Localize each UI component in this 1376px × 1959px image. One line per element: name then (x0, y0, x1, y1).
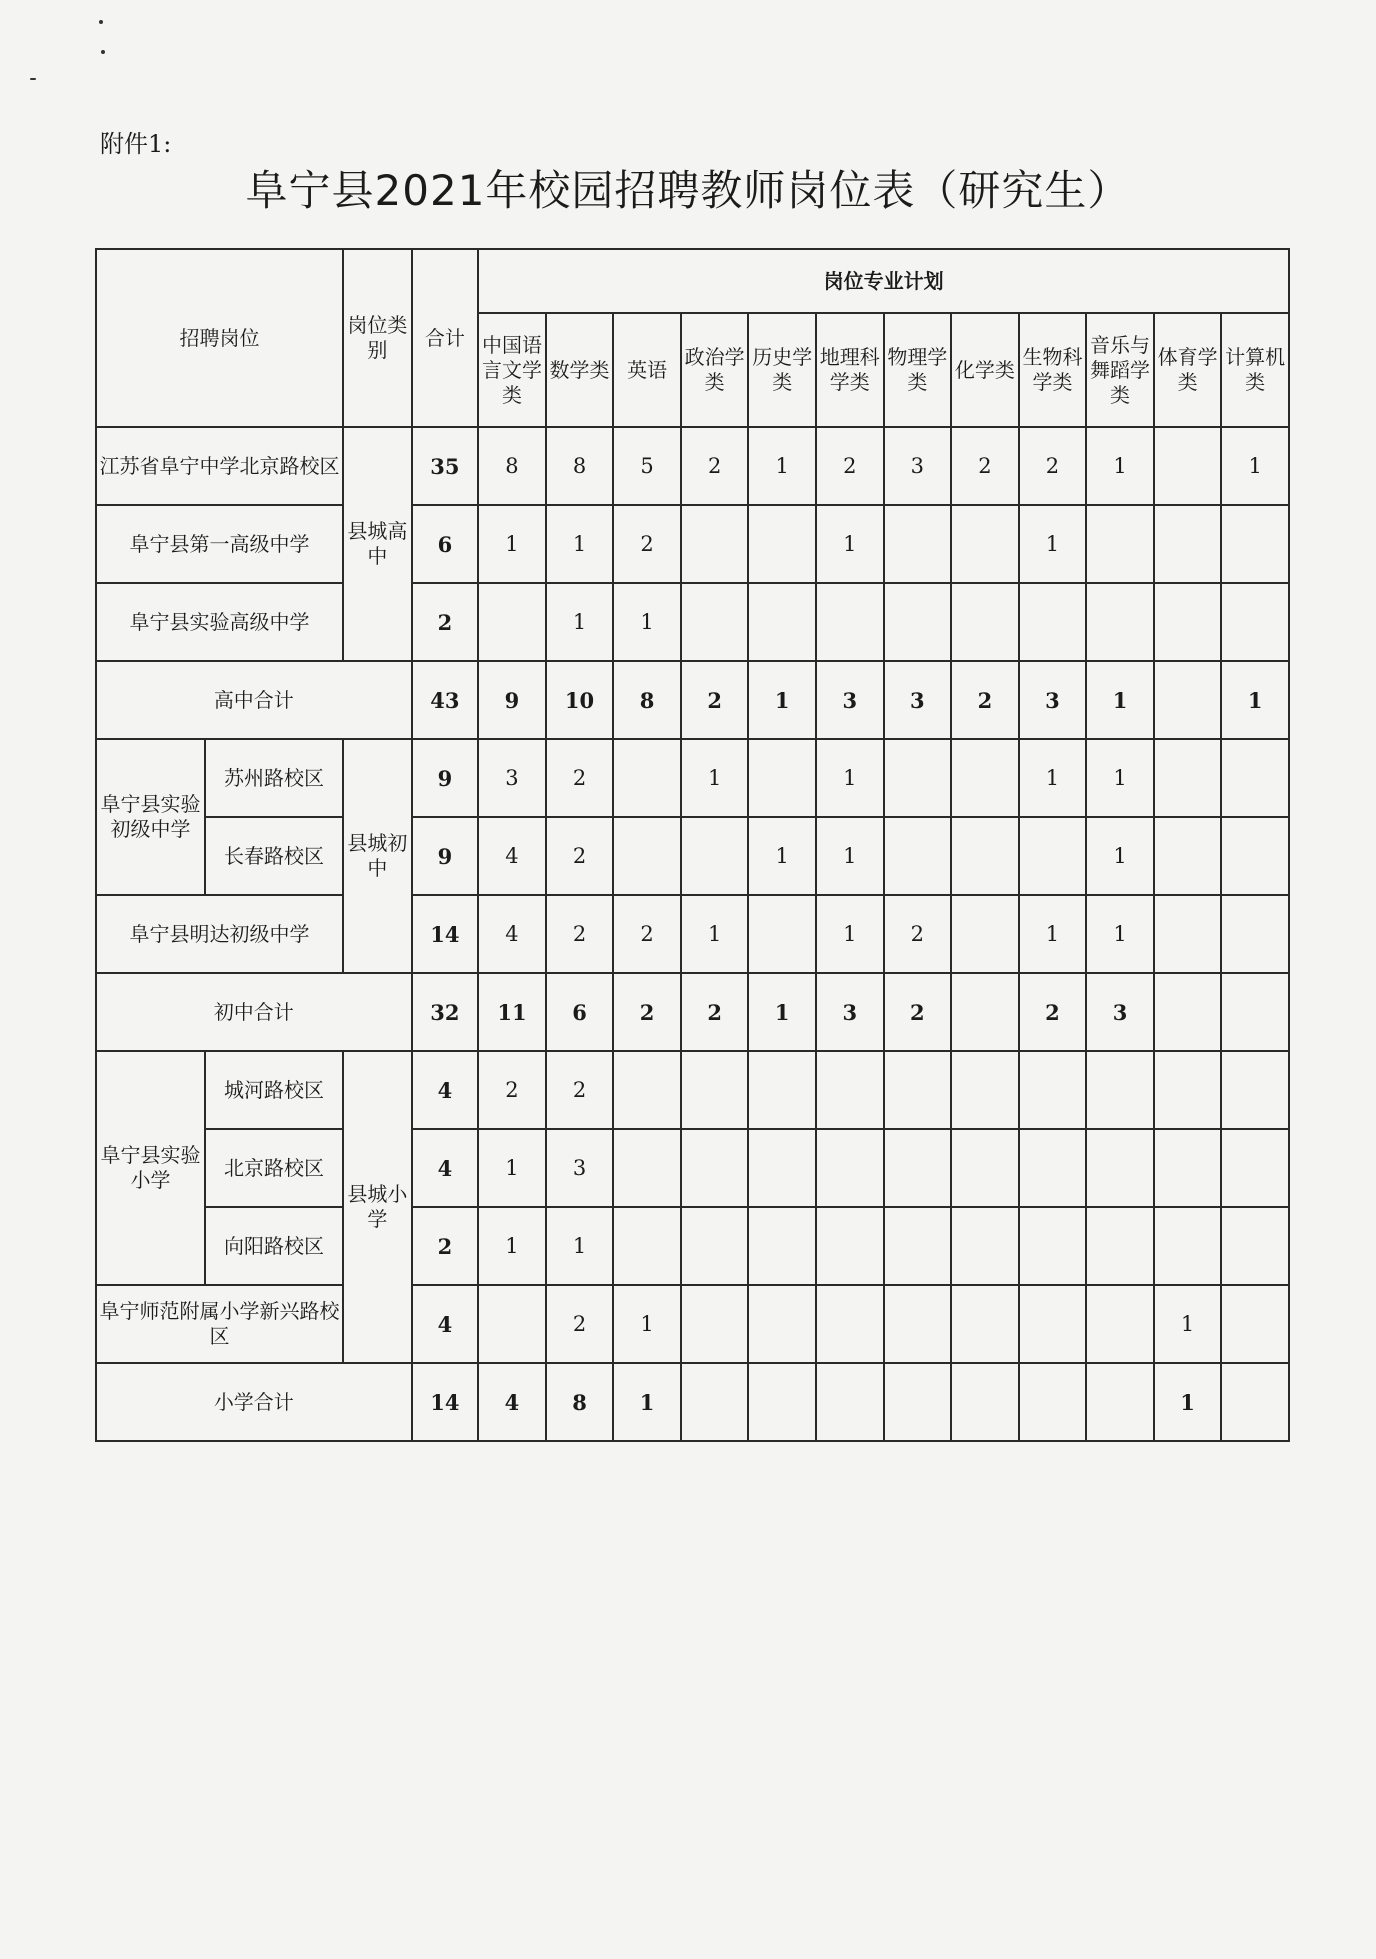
cell-value: 3 (816, 661, 884, 739)
cell-value: 2 (884, 895, 952, 973)
table-row (96, 583, 1289, 661)
table-row (96, 1363, 1289, 1441)
cell-value: 8 (546, 1363, 614, 1441)
category-high: 县城高中 (343, 427, 412, 661)
cell-value (681, 817, 749, 895)
cell-value (884, 1363, 952, 1441)
cell-value (1019, 1207, 1087, 1285)
cell-value: 1 (816, 817, 884, 895)
cell-value: 2 (884, 973, 952, 1051)
cell-value (748, 1285, 816, 1363)
cell-value (1019, 1129, 1087, 1207)
cell-value (681, 1129, 749, 1207)
cell-value: 1 (546, 583, 614, 661)
subject-header-8: 生物科学类 (1019, 313, 1087, 427)
table-row (96, 1129, 1289, 1207)
cell-value: 2 (681, 973, 749, 1051)
cell-value (478, 583, 546, 661)
cell-value (1086, 1363, 1154, 1441)
cell-value: 1 (613, 1285, 681, 1363)
cell-value (884, 739, 952, 817)
cell-value (1154, 1129, 1222, 1207)
subject-header-5: 地理科学类 (816, 313, 884, 427)
cell-value (1221, 973, 1289, 1051)
cell-value (1154, 817, 1222, 895)
cell-value (816, 1207, 884, 1285)
cell-value: 1 (1154, 1363, 1222, 1441)
cell-value: 1 (1221, 661, 1289, 739)
cell-value (951, 973, 1019, 1051)
cell-value: 2 (546, 1285, 614, 1363)
group-middle-school: 阜宁县实验初级中学 (96, 739, 205, 895)
cell-value (748, 1363, 816, 1441)
row-total: 6 (412, 505, 479, 583)
cell-value (951, 1051, 1019, 1129)
cell-value: 8 (478, 427, 546, 505)
cell-value: 4 (478, 1363, 546, 1441)
cell-value (951, 739, 1019, 817)
cell-value (1154, 505, 1222, 583)
cell-value (1154, 583, 1222, 661)
cell-value: 1 (748, 817, 816, 895)
cell-value: 4 (478, 895, 546, 973)
post-name: 城河路校区 (205, 1051, 343, 1129)
cell-value (816, 583, 884, 661)
cell-value (951, 583, 1019, 661)
cell-value: 2 (546, 895, 614, 973)
subject-header-0: 中国语言文学类 (478, 313, 546, 427)
cell-value (748, 1051, 816, 1129)
cell-value (884, 1285, 952, 1363)
table-row (96, 1285, 1289, 1363)
cell-value (816, 1129, 884, 1207)
cell-value (884, 817, 952, 895)
cell-value (1221, 895, 1289, 973)
cell-value: 1 (1086, 739, 1154, 817)
header-plan: 岗位专业计划 (478, 249, 1289, 313)
header-total: 合计 (412, 249, 479, 427)
cell-value: 2 (613, 973, 681, 1051)
cell-value: 1 (1019, 505, 1087, 583)
table-row (96, 427, 1289, 505)
table-row (96, 505, 1289, 583)
cell-value (1086, 1051, 1154, 1129)
cell-value (1086, 1285, 1154, 1363)
post-name: 苏州路校区 (205, 739, 343, 817)
cell-value (748, 895, 816, 973)
cell-value (1221, 1285, 1289, 1363)
subject-header-9: 音乐与舞蹈学类 (1086, 313, 1154, 427)
row-total: 32 (412, 973, 479, 1051)
cell-value (1154, 973, 1222, 1051)
recruitment-table (95, 248, 1290, 1442)
subject-header-4: 历史学类 (748, 313, 816, 427)
header-post: 招聘岗位 (96, 249, 343, 427)
cell-value (951, 505, 1019, 583)
cell-value: 2 (546, 739, 614, 817)
cell-value (1086, 1207, 1154, 1285)
cell-value (681, 583, 749, 661)
cell-value (613, 1051, 681, 1129)
subject-header-11: 计算机类 (1221, 313, 1289, 427)
post-name: 阜宁县实验高级中学 (96, 583, 343, 661)
cell-value: 1 (1086, 427, 1154, 505)
page-title: 阜宁县2021年校园招聘教师岗位表（研究生） (245, 166, 1131, 215)
cell-value: 8 (613, 661, 681, 739)
cell-value (884, 1207, 952, 1285)
cell-value: 11 (478, 973, 546, 1051)
cell-value: 5 (613, 427, 681, 505)
cell-value: 1 (1086, 817, 1154, 895)
cell-value: 1 (1019, 739, 1087, 817)
subject-header-2: 英语 (613, 313, 681, 427)
cell-value: 1 (478, 1129, 546, 1207)
cell-value (748, 1207, 816, 1285)
cell-value: 1 (1154, 1285, 1222, 1363)
attachment-label: 附件1: (100, 130, 172, 158)
cell-value (681, 1051, 749, 1129)
table-row (96, 817, 1289, 895)
cell-value (681, 1363, 749, 1441)
cell-value (884, 505, 952, 583)
cell-value (1221, 1363, 1289, 1441)
cell-value: 1 (1019, 895, 1087, 973)
cell-value (681, 1285, 749, 1363)
header-category: 岗位类别 (343, 249, 412, 427)
cell-value: 2 (816, 427, 884, 505)
cell-value (1154, 427, 1222, 505)
cell-value (1086, 1129, 1154, 1207)
cell-value (1086, 505, 1154, 583)
cell-value (1019, 583, 1087, 661)
cell-value (748, 505, 816, 583)
subject-header-3: 政治学类 (681, 313, 749, 427)
cell-value (951, 817, 1019, 895)
cell-value (1221, 1051, 1289, 1129)
cell-value (1221, 1129, 1289, 1207)
cell-value: 3 (816, 973, 884, 1051)
post-name: 阜宁师范附属小学新兴路校区 (96, 1285, 343, 1363)
row-total: 2 (412, 1207, 479, 1285)
cell-value (884, 583, 952, 661)
cell-value: 2 (681, 427, 749, 505)
subject-header-7: 化学类 (951, 313, 1019, 427)
cell-value: 1 (613, 583, 681, 661)
post-name: 北京路校区 (205, 1129, 343, 1207)
cell-value (681, 505, 749, 583)
cell-value (748, 1129, 816, 1207)
subtotal-label: 高中合计 (96, 661, 412, 739)
cell-value: 1 (816, 895, 884, 973)
cell-value (951, 1363, 1019, 1441)
row-total: 4 (412, 1051, 479, 1129)
cell-value: 1 (613, 1363, 681, 1441)
cell-value (613, 817, 681, 895)
cell-value (1154, 1207, 1222, 1285)
cell-value (1221, 817, 1289, 895)
cell-value: 2 (613, 895, 681, 973)
cell-value: 1 (1086, 895, 1154, 973)
cell-value: 3 (884, 427, 952, 505)
cell-value: 8 (546, 427, 614, 505)
cell-value: 1 (478, 1207, 546, 1285)
table-row (96, 661, 1289, 739)
cell-value (884, 1051, 952, 1129)
cell-value (816, 1051, 884, 1129)
post-name: 阜宁县明达初级中学 (96, 895, 343, 973)
cell-value (951, 1129, 1019, 1207)
cell-value: 1 (816, 739, 884, 817)
cell-value: 2 (478, 1051, 546, 1129)
table-row (96, 1207, 1289, 1285)
group-primary-school: 阜宁县实验小学 (96, 1051, 205, 1285)
subtotal-label: 初中合计 (96, 973, 412, 1051)
row-total: 14 (412, 1363, 479, 1441)
cell-value: 2 (1019, 427, 1087, 505)
cell-value (1221, 583, 1289, 661)
cell-value (613, 1207, 681, 1285)
cell-value: 2 (681, 661, 749, 739)
cell-value (748, 583, 816, 661)
cell-value: 1 (546, 505, 614, 583)
cell-value (816, 1285, 884, 1363)
cell-value (681, 1207, 749, 1285)
cell-value (613, 1129, 681, 1207)
cell-value (748, 739, 816, 817)
cell-value (613, 739, 681, 817)
cell-value: 2 (951, 661, 1019, 739)
cell-value (1154, 1051, 1222, 1129)
cell-value: 3 (546, 1129, 614, 1207)
row-total: 14 (412, 895, 479, 973)
cell-value: 4 (478, 817, 546, 895)
cell-value (951, 1285, 1019, 1363)
cell-value (1154, 895, 1222, 973)
cell-value (1221, 739, 1289, 817)
cell-value: 3 (1086, 973, 1154, 1051)
cell-value: 1 (748, 973, 816, 1051)
row-total: 2 (412, 583, 479, 661)
cell-value: 2 (613, 505, 681, 583)
cell-value (951, 1207, 1019, 1285)
row-total: 9 (412, 739, 479, 817)
cell-value (1154, 661, 1222, 739)
cell-value (816, 1363, 884, 1441)
cell-value (1154, 739, 1222, 817)
cell-value: 10 (546, 661, 614, 739)
cell-value (884, 1129, 952, 1207)
cell-value: 2 (546, 1051, 614, 1129)
row-total: 9 (412, 817, 479, 895)
category-middle: 县城初中 (343, 739, 412, 973)
cell-value: 9 (478, 661, 546, 739)
subject-header-6: 物理学类 (884, 313, 952, 427)
cell-value (1019, 1051, 1087, 1129)
cell-value: 1 (1221, 427, 1289, 505)
post-name: 阜宁县第一高级中学 (96, 505, 343, 583)
subtotal-label: 小学合计 (96, 1363, 412, 1441)
post-name: 长春路校区 (205, 817, 343, 895)
cell-value (951, 895, 1019, 973)
post-name: 向阳路校区 (205, 1207, 343, 1285)
row-total: 43 (412, 661, 479, 739)
cell-value: 2 (951, 427, 1019, 505)
subject-header-10: 体育学类 (1154, 313, 1222, 427)
cell-value (1019, 1363, 1087, 1441)
cell-value (1019, 1285, 1087, 1363)
table-row (96, 739, 1289, 817)
cell-value (478, 1285, 546, 1363)
table-row (96, 973, 1289, 1051)
category-primary: 县城小学 (343, 1051, 412, 1363)
cell-value: 1 (1086, 661, 1154, 739)
table-row (96, 895, 1289, 973)
cell-value: 1 (748, 661, 816, 739)
subject-header-1: 数学类 (546, 313, 614, 427)
cell-value (1221, 1207, 1289, 1285)
cell-value: 1 (546, 1207, 614, 1285)
cell-value: 3 (478, 739, 546, 817)
cell-value: 1 (681, 739, 749, 817)
cell-value: 3 (1019, 661, 1087, 739)
post-name: 江苏省阜宁中学北京路校区 (96, 427, 343, 505)
cell-value: 2 (546, 817, 614, 895)
cell-value: 1 (681, 895, 749, 973)
cell-value (1086, 583, 1154, 661)
cell-value: 1 (478, 505, 546, 583)
cell-value: 3 (884, 661, 952, 739)
cell-value: 2 (1019, 973, 1087, 1051)
cell-value: 6 (546, 973, 614, 1051)
row-total: 4 (412, 1285, 479, 1363)
cell-value (1019, 817, 1087, 895)
cell-value: 1 (816, 505, 884, 583)
cell-value (1221, 505, 1289, 583)
cell-value: 1 (748, 427, 816, 505)
row-total: 4 (412, 1129, 479, 1207)
table-row (96, 1051, 1289, 1129)
row-total: 35 (412, 427, 479, 505)
